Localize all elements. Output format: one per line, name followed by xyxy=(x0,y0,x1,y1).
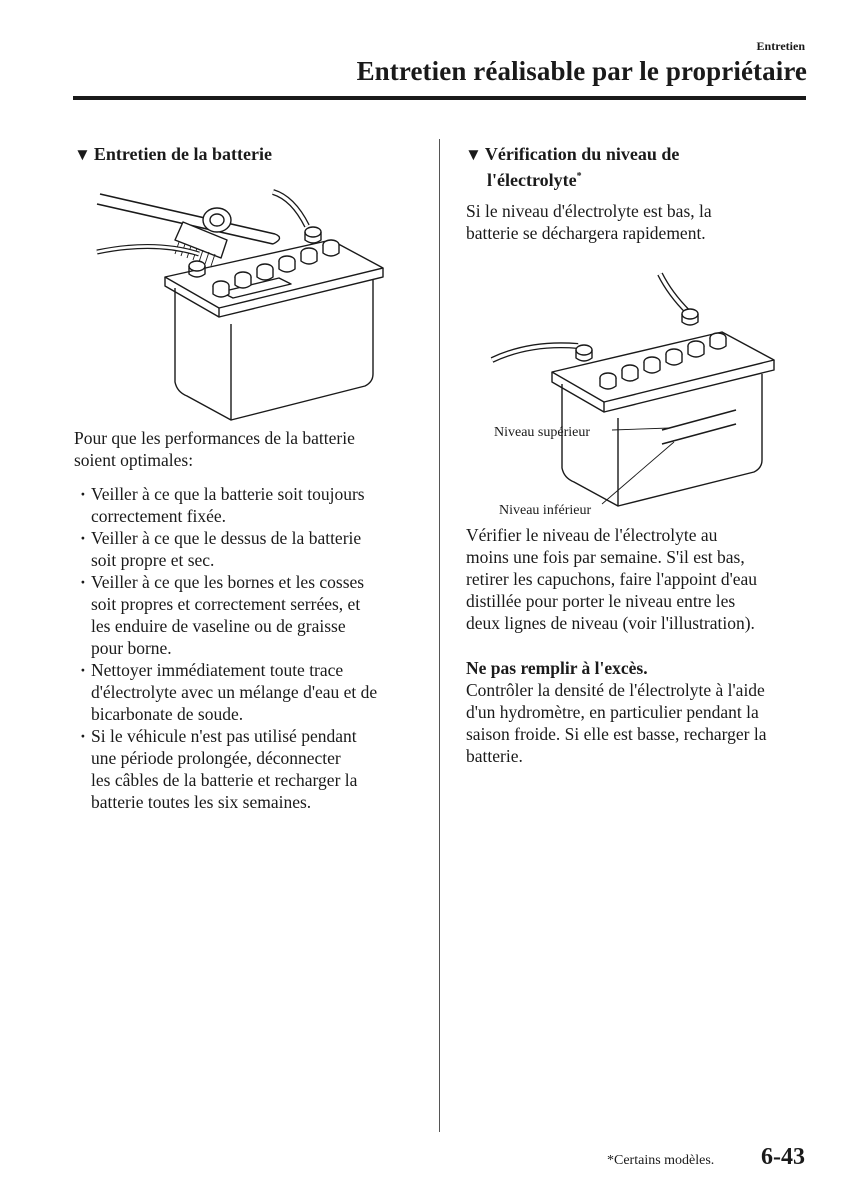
list-item xyxy=(77,659,427,725)
text-line: correctement fixée. xyxy=(91,506,227,526)
header-rule xyxy=(73,96,806,100)
text-line: pour borne. xyxy=(91,638,172,658)
text-line: bicarbonate de soude. xyxy=(91,704,244,724)
warning-text: Ne pas remplir à l'excès. xyxy=(466,658,648,678)
heading-text: l'électrolyte xyxy=(487,170,577,190)
text-line: saison froide. Si elle est basse, recharger la xyxy=(466,724,767,744)
list-item xyxy=(77,725,427,813)
text-line: · Veiller à ce que le dessus de la batterie xyxy=(91,528,362,548)
text-line: Vérifier le niveau de l'électrolyte au xyxy=(466,525,718,545)
maintenance-list xyxy=(77,483,427,813)
text-line: distillée pour porter le niveau entre les xyxy=(466,591,736,611)
text-line: d'électrolyte avec un mélange d'eau et de xyxy=(91,682,378,702)
text-line: Pour que les performances de la batterie xyxy=(74,428,355,448)
text-line: retirer les capuchons, faire l'appoint d'eau xyxy=(466,569,758,589)
text-line: · Veiller à ce que les bornes et les cosses xyxy=(91,572,365,592)
text-line: soit propres et correctement serrées, et xyxy=(91,594,361,614)
triangle-down-icon: ▼ xyxy=(74,145,91,164)
text-line: soit propre et sec. xyxy=(91,550,215,570)
label-upper-level: Niveau supérieur xyxy=(494,425,591,440)
column-divider xyxy=(439,139,440,1132)
text-line: deux lignes de niveau (voir l'illustration). xyxy=(466,613,755,633)
footnote: *Certains modèles. xyxy=(607,1153,715,1168)
electrolyte-level-illustration xyxy=(490,272,790,522)
text-line: batterie se déchargera rapidement. xyxy=(466,223,706,243)
page-title: Entretien réalisable par le propriétaire xyxy=(356,56,807,86)
text-line: d'un hydromètre, en particulier pendant la xyxy=(466,702,759,722)
intro-paragraph xyxy=(74,427,434,471)
text-line: une période prolongée, déconnecter xyxy=(91,748,341,768)
check-paragraph xyxy=(466,524,816,634)
text-line: batterie. xyxy=(466,746,523,766)
section-label: Entretien xyxy=(756,39,805,53)
list-item xyxy=(77,483,427,527)
heading-text: Entretien de la batterie xyxy=(93,144,272,164)
list-item xyxy=(77,527,427,571)
text-line: moins une fois par semaine. S'il est bas, xyxy=(466,547,745,567)
triangle-down-icon: ▼ xyxy=(465,145,482,164)
text-line: · Veiller à ce que la batterie soit toujours xyxy=(91,484,365,504)
text-line: · Si le véhicule n'est pas utilisé pendant xyxy=(91,726,357,746)
page-number: 6-43 xyxy=(761,1144,805,1170)
text-line: Contrôler la densité de l'électrolyte à l'aide xyxy=(466,680,765,700)
footnote-mark: * xyxy=(576,171,582,182)
section-heading-electrolyte xyxy=(465,143,679,191)
text-line: batterie toutes les six semaines. xyxy=(91,792,312,812)
text-line: les enduire de vaseline ou de graisse xyxy=(91,616,346,636)
heading-text: Vérification du niveau de xyxy=(484,144,680,164)
electrolyte-intro xyxy=(466,200,816,244)
list-item xyxy=(77,571,427,659)
text-line: Si le niveau d'électrolyte est bas, la xyxy=(466,201,712,221)
section-heading-battery xyxy=(74,143,272,166)
text-line: les câbles de la batterie et recharger la xyxy=(91,770,358,790)
density-paragraph xyxy=(466,679,816,767)
text-line: soient optimales: xyxy=(74,450,194,470)
text-line: · Nettoyer immédiatement toute trace xyxy=(91,660,344,680)
battery-cleaning-illustration xyxy=(95,182,395,422)
label-lower-level: Niveau inférieur xyxy=(499,503,592,518)
